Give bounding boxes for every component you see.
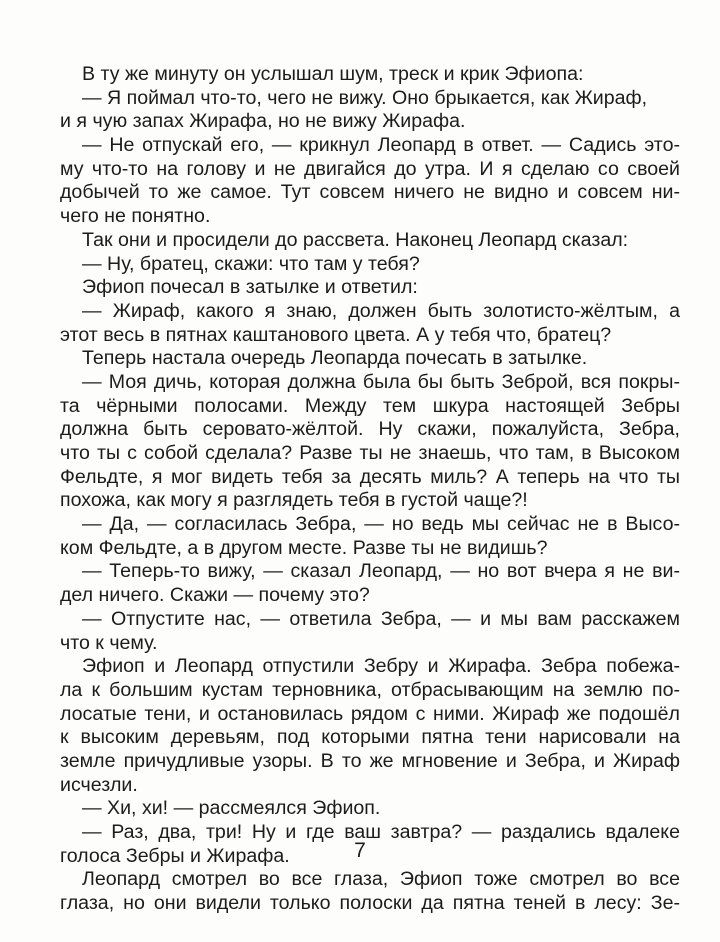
text-line: В ту же минуту он услышал шум, треск и крик Эфиопа: <box>82 63 584 85</box>
text-line: что ты с собой сделала? Разве ты не знаешь, что там, в Высоком <box>60 442 680 464</box>
text-line: исчезли. <box>60 773 138 796</box>
story-text <box>60 63 680 916</box>
text-line: — Да, — согласилась Зебра, — но ведь мы сейчас не в Высо- <box>82 513 680 536</box>
text-line: — Жираф, какого я знаю, должен быть золотисто-жёлтым, а <box>82 299 680 322</box>
text-line: Леопард смотрел во все глаза, Эфиоп тоже смотрел во все <box>82 868 680 891</box>
text-line: добычей то же самое. Тут совсем ничего не видно и совсем ни- <box>60 181 680 204</box>
text-line: дел ничего. Скажи — почему это? <box>60 584 370 607</box>
text-line: голоса Зебры и Жирафа. <box>60 844 290 867</box>
text-line: похожа, как могу я разглядеть тебя в густой чаще?! <box>60 489 528 512</box>
text-line: глаза, но они видели только полоски да пятна теней в лесу: Зе- <box>60 892 680 915</box>
text-line: — Теперь-то вижу, — сказал Леопард, — но вот вчера я не ви- <box>82 560 680 583</box>
text-line: — Не отпускай его, — крикнул Леопард в ответ. — Садись это- <box>82 134 680 157</box>
text-line: — Ну, братец, скажи: что там у тебя? <box>82 252 420 275</box>
text-line: что к чему. <box>60 631 158 654</box>
text-line: этот весь в пятнах каштанового цвета. А у тебя что, братец? <box>60 323 612 346</box>
text-line: — Хи, хи! — рассмеялся Эфиоп. <box>82 797 381 820</box>
text-line: лосатые тени, и остановилась рядом с ними. Жираф же подошёл <box>60 702 680 725</box>
text-line: к высоким деревьям, под которыми пятна тени нарисовали на <box>60 726 680 749</box>
text-line: — Отпустите нас, — ответила Зебра, — и мы вам расскажем <box>82 607 680 630</box>
text-line: Эфиоп почесал в затылке и ответил: <box>82 276 418 299</box>
text-line: Так они и просидели до рассвета. Наконец Леопард сказал: <box>82 228 629 251</box>
text-line: ком Фельдте, а в другом месте. Разве ты не видишь? <box>60 536 548 559</box>
text-line: Эфиоп и Леопард отпустили Зебру и Жирафа. Зебра побежа- <box>82 655 680 678</box>
text-line: — Моя дичь, которая должна была бы быть Зеброй, вся покры- <box>82 370 680 393</box>
page-number: 7 <box>354 839 366 862</box>
text-line: — Я поймал что-то, чего не вижу. Оно брыкается, как Жираф, <box>82 86 648 109</box>
text-line: должна быть серовато-жёлтой. Ну скажи, пожалуйста, Зебра, <box>60 418 680 441</box>
text-line: Теперь настала очередь Леопарда почесать в затылке. <box>82 347 588 370</box>
text-line: и я чую запах Жирафа, но не вижу Жирафа. <box>60 110 466 133</box>
text-line: Фельдте, я мог видеть тебя за десять миль? А теперь на что ты <box>60 465 680 488</box>
text-line: — Раз, два, три! Ну и где ваш завтра? — раздались вдалеке <box>82 821 680 843</box>
text-line: та чёрными полосами. Между тем шкура настоящей Зебры <box>60 394 680 417</box>
text-line: чего не понятно. <box>60 205 211 228</box>
text-line: земле причудливые узоры. В то же мгновение и Зебра, и Жираф <box>60 749 680 772</box>
text-line: ла к большим кустам терновника, отбрасывающим на землю по- <box>60 678 680 701</box>
text-line: му что-то на голову и не двигайся до утра. И я сделаю со своей <box>60 157 680 180</box>
